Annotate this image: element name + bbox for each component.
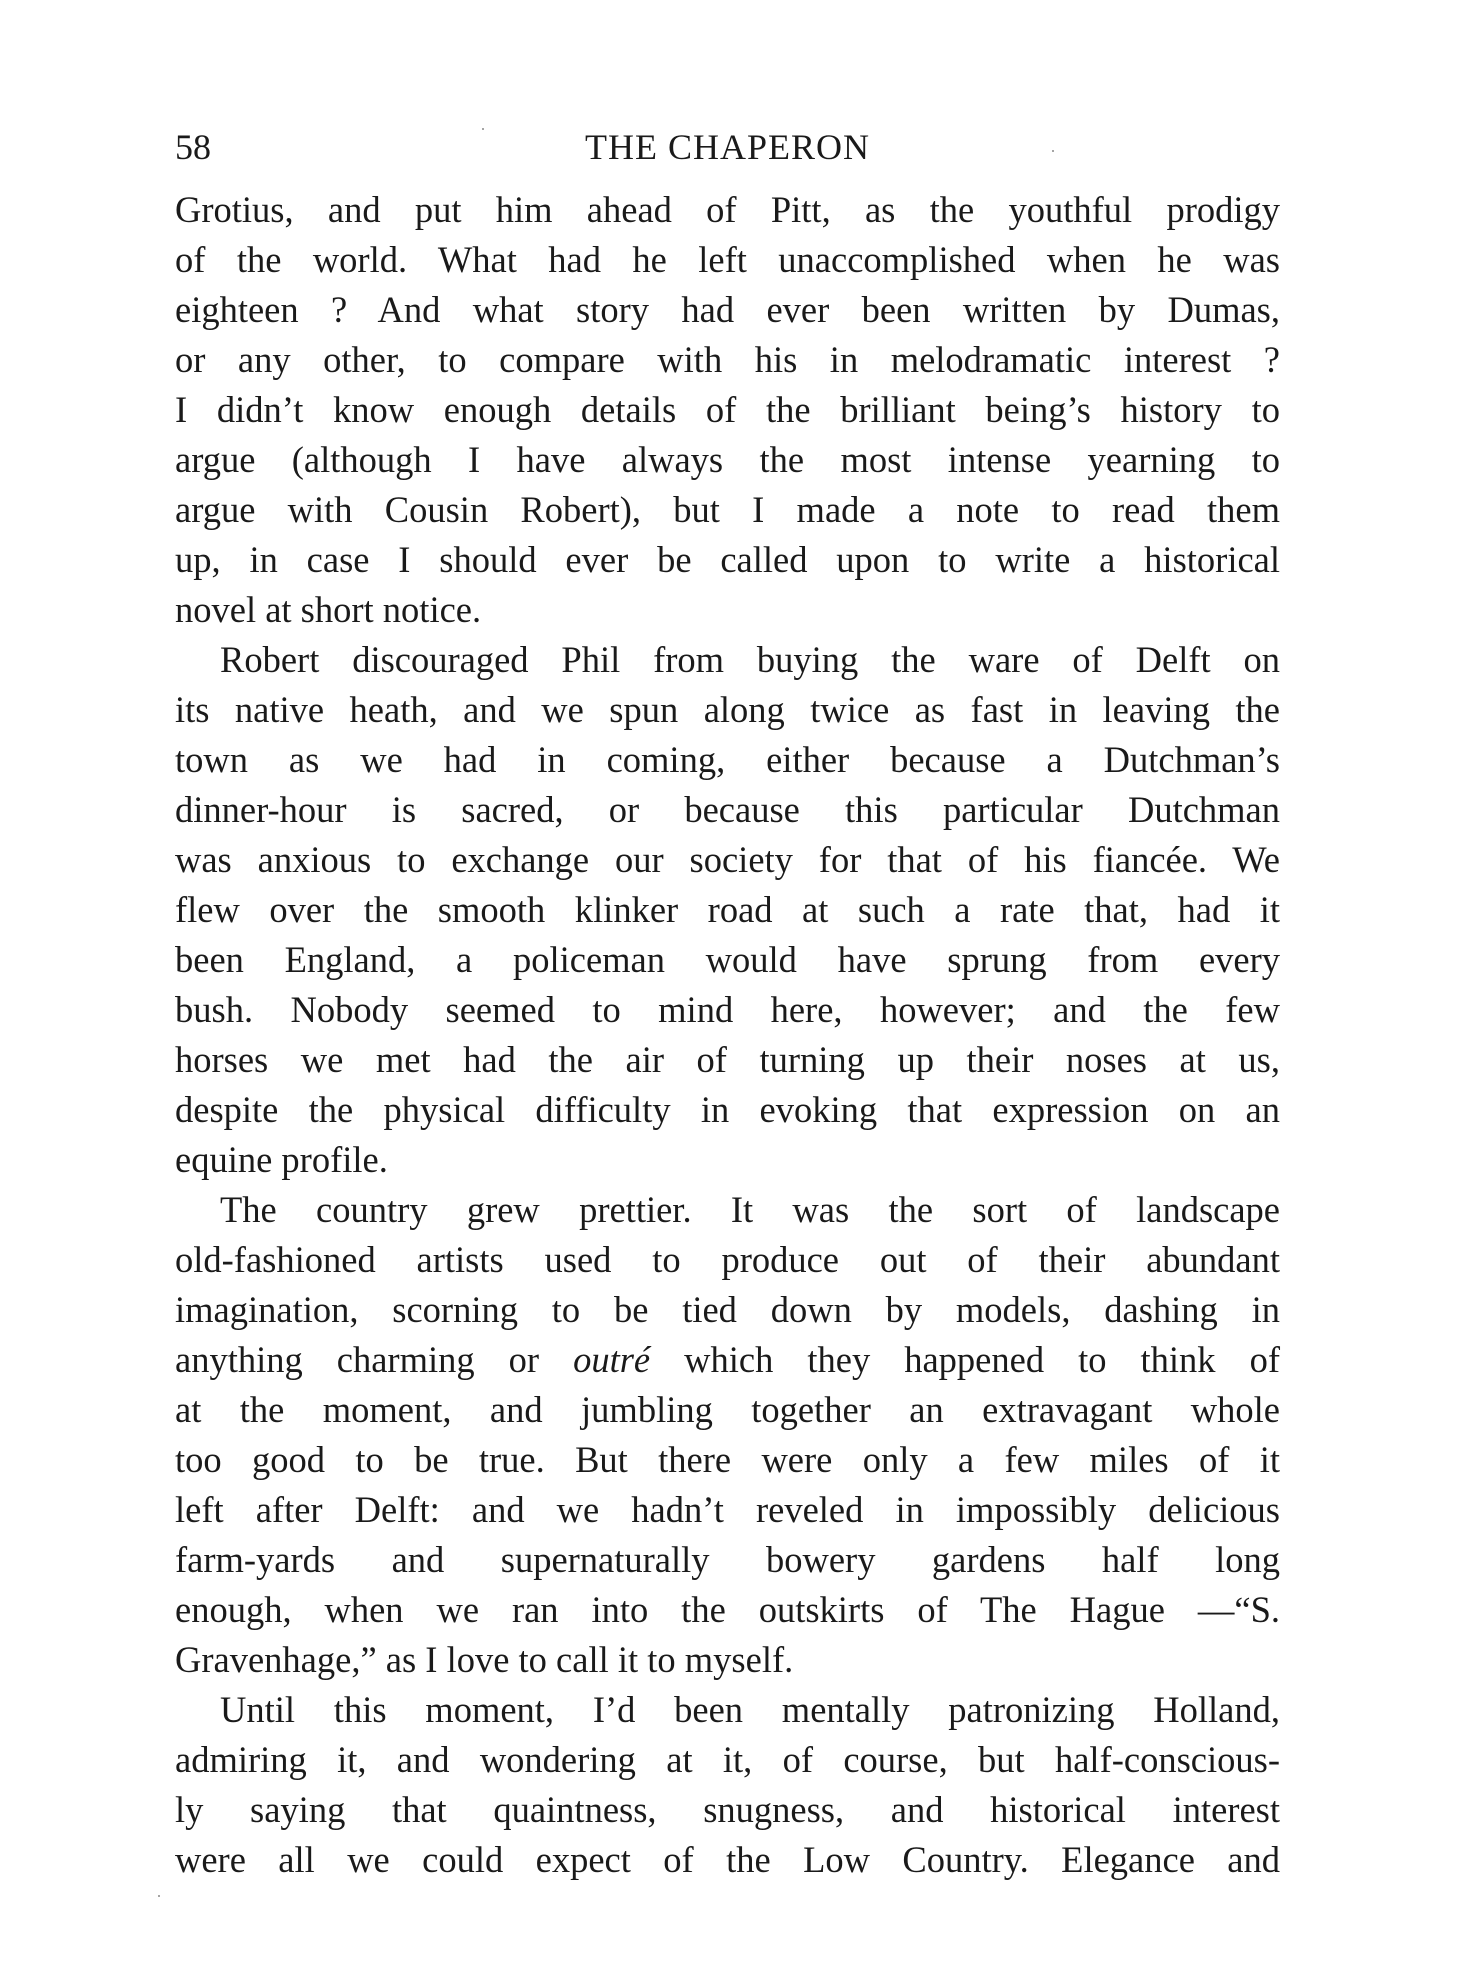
text-line: horses we met had the air of turning up their noses at us,	[175, 1039, 1280, 1080]
page-header	[175, 122, 1280, 172]
text-line: its native heath, and we spun along twice as fast in leaving the	[175, 689, 1280, 730]
text-line: novel at short notice.	[175, 589, 482, 630]
text-line: Until this moment, I’d been mentally patronizing Holland,	[220, 1689, 1280, 1730]
print-speck	[158, 1895, 160, 1897]
text-line: ly saying that quaintness, snugness, and historical interest	[175, 1789, 1280, 1830]
text-line: dinner-hour is sacred, or because this particular Dutchman	[175, 789, 1280, 830]
text-line: or any other, to compare with his in melodramatic interest ?	[175, 339, 1280, 380]
paragraph-2	[175, 635, 1280, 1185]
text-line: bush. Nobody seemed to mind here, however; and the few	[175, 989, 1280, 1030]
text-line: enough, when we ran into the outskirts of The Hague —“S.	[175, 1589, 1280, 1630]
text-line: flew over the smooth klinker road at such a rate that, had it	[175, 889, 1280, 930]
paragraph-3	[175, 1185, 1280, 1685]
text-line: despite the physical difficulty in evoking that expression on an	[175, 1089, 1280, 1130]
text-line: equine profile.	[175, 1139, 388, 1180]
body-text	[175, 185, 1280, 1885]
italic-word: outré	[573, 1339, 651, 1380]
text-line: was anxious to exchange our society for that of his fiancée. We	[175, 839, 1280, 880]
text-line: at the moment, and jumbling together an extravagant whole	[175, 1389, 1280, 1430]
text-line: Robert discouraged Phil from buying the ware of Delft on	[220, 639, 1280, 680]
text-line: old-fashioned artists used to produce out of their abundant	[175, 1239, 1280, 1280]
text-line: admiring it, and wondering at it, of course, but half-conscious-	[175, 1739, 1280, 1780]
paragraph-1	[175, 185, 1280, 635]
text-line: farm-yards and supernaturally bowery gardens half long	[175, 1539, 1280, 1580]
text-line: argue with Cousin Robert), but I made a note to read them	[175, 489, 1280, 530]
page-number: 58	[175, 127, 211, 167]
paragraph-4	[175, 1685, 1280, 1885]
text-line: left after Delft: and we hadn’t reveled in impossibly delicious	[175, 1489, 1280, 1530]
print-speck	[1052, 150, 1054, 152]
text-line: Grotius, and put him ahead of Pitt, as the youthful prodigy	[175, 189, 1280, 230]
text-line: too good to be true. But there were only a few miles of it	[175, 1439, 1280, 1480]
text-line: up, in case I should ever be called upon to write a historical	[175, 539, 1280, 580]
text-line: I didn’t know enough details of the brilliant being’s history to	[175, 389, 1280, 430]
text-line: The country grew prettier. It was the sort of landscape	[220, 1189, 1280, 1230]
text-line: been England, a policeman would have sprung from every	[175, 939, 1280, 980]
text-line: argue (although I have always the most intense yearning to	[175, 439, 1280, 480]
text-line: were all we could expect of the Low Country. Elegance and	[175, 1839, 1280, 1880]
text-line: town as we had in coming, either because a Dutchman’s	[175, 739, 1280, 780]
text-line: eighteen ? And what story had ever been written by Dumas,	[175, 289, 1280, 330]
print-speck	[482, 128, 484, 130]
text-line: imagination, scorning to be tied down by models, dashing in	[175, 1289, 1280, 1330]
running-title: THE CHAPERON	[584, 127, 870, 167]
text-line: Gravenhage,” as I love to call it to myself.	[175, 1639, 794, 1680]
text-line: anything charming or outré which they happened to think of	[175, 1339, 1280, 1380]
text-line: of the world. What had he left unaccomplished when he was	[175, 239, 1280, 280]
